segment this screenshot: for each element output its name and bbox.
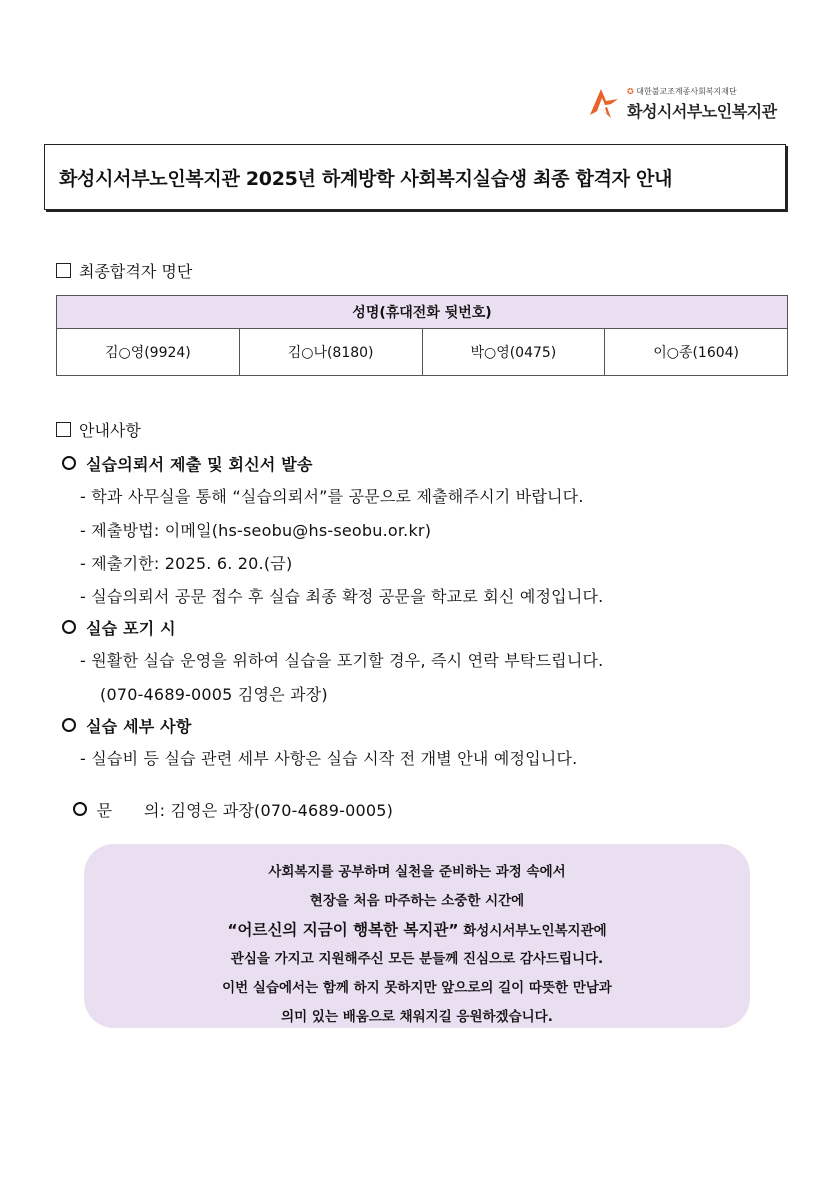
- notice-item-1-line-4: - 실습의뢰서 공문 접수 후 실습 최종 확정 공문을 학교로 회신 예정입니다.: [80, 587, 604, 606]
- table-cell-name-1: 김○영(9924): [57, 329, 240, 376]
- section-final-list-heading: [56, 259, 192, 282]
- notice-item-1-line-2: - 제출방법: 이메일(hs-seobu@hs-seobu.or.kr): [80, 521, 432, 540]
- notice-item-1-line-1: - 학과 사무실을 통해 “실습의뢰서”를 공문으로 제출해주시기 바랍니다.: [80, 487, 584, 506]
- notice-item-1-line-3: - 제출기한: 2025. 6. 20.(금): [80, 554, 293, 573]
- header-logo: [587, 83, 787, 123]
- contact-text: 문 의: 김영은 과장(070-4689-0005): [96, 801, 394, 820]
- notice-item-3-title: [62, 714, 191, 737]
- page-title: 화성시서부노인복지관 2025년 하계방학 사회복지실습생 최종 합격자 안내: [59, 167, 673, 190]
- org-name-text: 대한불교조계종사회복지재단: [636, 87, 737, 96]
- checkbox-square-icon: [56, 263, 71, 278]
- table-cell-name-4: 이○종(1604): [605, 329, 788, 376]
- closing-line-2: 현장을 처음 마주하는 소중한 시간에: [309, 893, 525, 909]
- closing-slogan: “어르신의 지금이 행복한 복지관”: [227, 921, 459, 939]
- notice-item-2-line-2: (070-4689-0005 김영은 과장): [100, 685, 328, 704]
- notice-item-2-title-text: 실습 포기 시: [86, 619, 176, 638]
- notice-item-2-title: [62, 616, 176, 639]
- circle-bullet-icon: [73, 802, 87, 816]
- table-cell-name-2: 김○나(8180): [239, 329, 422, 376]
- section-notice-title: 안내사항: [79, 421, 141, 440]
- table-header: 성명(휴대전화 뒷번호): [57, 296, 788, 329]
- notice-item-2-line-1: - 원활한 실습 운영을 위하여 실습을 포기할 경우, 즉시 연락 부탁드립니다.: [80, 651, 604, 670]
- notice-item-1-title-text: 실습의뢰서 제출 및 회신서 발송: [86, 455, 313, 474]
- table-cell-name-3: 박○영(0475): [422, 329, 605, 376]
- notice-item-3-line-1: - 실습비 등 실습 관련 세부 사항은 실습 시작 전 개별 안내 예정입니다.: [80, 749, 578, 768]
- final-list-table: [56, 295, 788, 376]
- section-final-list-title: 최종합격자 명단: [79, 262, 193, 281]
- org-emblem-icon: ✪: [627, 87, 634, 96]
- circle-bullet-icon: [62, 718, 76, 732]
- table-row: [57, 329, 788, 376]
- closing-line-4: 관심을 가지고 지원해주신 모든 분들께 진심으로 감사드립니다.: [230, 951, 604, 967]
- closing-line-1: 사회복지를 공부하며 실천을 준비하는 과정 속에서: [268, 864, 566, 880]
- notice-item-3-title-text: 실습 세부 사항: [86, 717, 192, 736]
- closing-line-3-rest: 화성시서부노인복지관에: [458, 923, 607, 939]
- checkbox-square-icon: [56, 422, 71, 437]
- section-notice-heading: [56, 418, 141, 441]
- welfare-center-logo-icon: [587, 85, 621, 119]
- page-title-box: [44, 144, 786, 210]
- notice-item-1-title: [62, 452, 313, 475]
- closing-line-3: [84, 916, 750, 945]
- closing-line-5: 이번 실습에서는 함께 하지 못하지만 앞으로의 길이 따뜻한 만남과: [222, 980, 612, 996]
- circle-bullet-icon: [62, 456, 76, 470]
- closing-line-6: 의미 있는 배움으로 채워지길 응원하겠습니다.: [281, 1009, 553, 1025]
- contact-line: [62, 779, 393, 821]
- circle-bullet-icon: [62, 620, 76, 634]
- org-name: [627, 86, 737, 97]
- table-header-row: [57, 296, 788, 329]
- closing-message-box: [84, 844, 750, 1028]
- center-name: 화성시서부노인복지관: [627, 102, 777, 121]
